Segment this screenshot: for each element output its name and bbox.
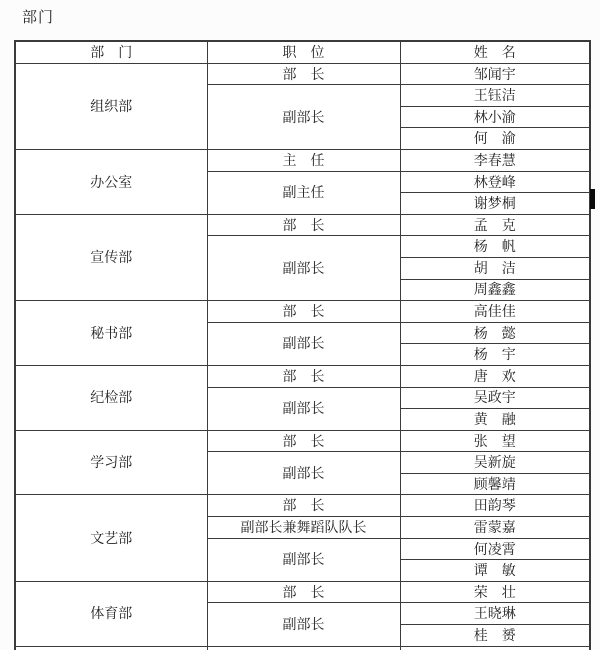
table-row [15, 365, 590, 387]
position-cell[interactable]: 部 长 [207, 430, 400, 452]
name-cell[interactable]: 林登峰 [400, 171, 590, 193]
name-cell[interactable]: 田韵琴 [400, 495, 590, 517]
name-cell[interactable]: 谭 敏 [400, 560, 590, 582]
name-cell[interactable]: 何凌霄 [400, 538, 590, 560]
table-header-row [15, 41, 590, 63]
header-cell-0[interactable]: 部 门 [15, 41, 207, 63]
header-cell-2[interactable]: 姓 名 [400, 41, 590, 63]
name-cell[interactable]: 高佳佳 [400, 301, 590, 323]
table-row [15, 214, 590, 236]
name-cell[interactable]: 王钰洁 [400, 85, 590, 107]
name-cell[interactable]: 杨 宇 [400, 344, 590, 366]
name-cell[interactable]: 顾馨靖 [400, 473, 590, 495]
position-cell[interactable]: 部 长 [207, 581, 400, 603]
name-cell[interactable]: 王晓琳 [400, 603, 590, 625]
name-cell[interactable]: 邹闻宇 [400, 63, 590, 85]
name-cell[interactable]: 杨 帆 [400, 236, 590, 258]
name-cell[interactable]: 荣 壮 [400, 581, 590, 603]
position-cell[interactable]: 副部长兼舞蹈队队长 [207, 517, 400, 539]
position-cell[interactable]: 副部长 [207, 236, 400, 301]
position-cell[interactable]: 副部长 [207, 603, 400, 646]
name-cell[interactable]: 桂 赟 [400, 625, 590, 647]
empty-cell[interactable] [15, 646, 207, 650]
name-cell[interactable]: 吴政宇 [400, 387, 590, 409]
name-cell[interactable]: 胡 洁 [400, 257, 590, 279]
department-table [14, 40, 591, 650]
department-cell[interactable]: 组织部 [15, 63, 207, 149]
department-cell[interactable]: 纪检部 [15, 365, 207, 430]
name-cell[interactable]: 唐 欢 [400, 365, 590, 387]
name-cell[interactable]: 林小渝 [400, 106, 590, 128]
name-cell[interactable]: 孟 克 [400, 214, 590, 236]
position-cell[interactable]: 部 长 [207, 495, 400, 517]
table-row [15, 301, 590, 323]
empty-cell[interactable] [207, 646, 400, 650]
position-cell[interactable]: 部 长 [207, 214, 400, 236]
empty-cell[interactable] [400, 646, 590, 650]
position-cell[interactable]: 副部长 [207, 538, 400, 581]
name-cell[interactable]: 杨 懿 [400, 322, 590, 344]
page-title[interactable]: 部门 [22, 9, 55, 26]
department-table-body [15, 41, 590, 650]
table-row [15, 495, 590, 517]
table-row [15, 430, 590, 452]
name-cell[interactable]: 谢梦桐 [400, 193, 590, 215]
name-cell[interactable]: 周鑫鑫 [400, 279, 590, 301]
name-cell[interactable]: 雷蒙嘉 [400, 517, 590, 539]
department-cell[interactable]: 学习部 [15, 430, 207, 495]
position-cell[interactable]: 副部长 [207, 322, 400, 365]
department-cell[interactable]: 宣传部 [15, 214, 207, 300]
table-row [15, 581, 590, 603]
department-cell[interactable]: 秘书部 [15, 301, 207, 366]
position-cell[interactable]: 副部长 [207, 85, 400, 150]
position-cell[interactable]: 副主任 [207, 171, 400, 214]
table-row [15, 63, 590, 85]
header-cell-1[interactable]: 职 位 [207, 41, 400, 63]
position-cell[interactable]: 副部长 [207, 387, 400, 430]
name-cell[interactable]: 吴新旋 [400, 452, 590, 474]
name-cell[interactable]: 李春慧 [400, 149, 590, 171]
position-cell[interactable]: 部 长 [207, 365, 400, 387]
position-cell[interactable]: 部 长 [207, 301, 400, 323]
department-cell[interactable]: 办公室 [15, 149, 207, 214]
position-cell[interactable]: 部 长 [207, 63, 400, 85]
table-row [15, 149, 590, 171]
name-cell[interactable]: 张 望 [400, 430, 590, 452]
department-cell[interactable]: 体育部 [15, 581, 207, 646]
name-cell[interactable]: 黄 融 [400, 409, 590, 431]
position-cell[interactable]: 主 任 [207, 149, 400, 171]
name-cell[interactable]: 何 渝 [400, 128, 590, 150]
position-cell[interactable]: 副部长 [207, 452, 400, 495]
partial-bottom-row [15, 646, 590, 650]
department-table-wrapper [14, 40, 594, 650]
department-cell[interactable]: 文艺部 [15, 495, 207, 581]
text-caret [590, 189, 595, 209]
